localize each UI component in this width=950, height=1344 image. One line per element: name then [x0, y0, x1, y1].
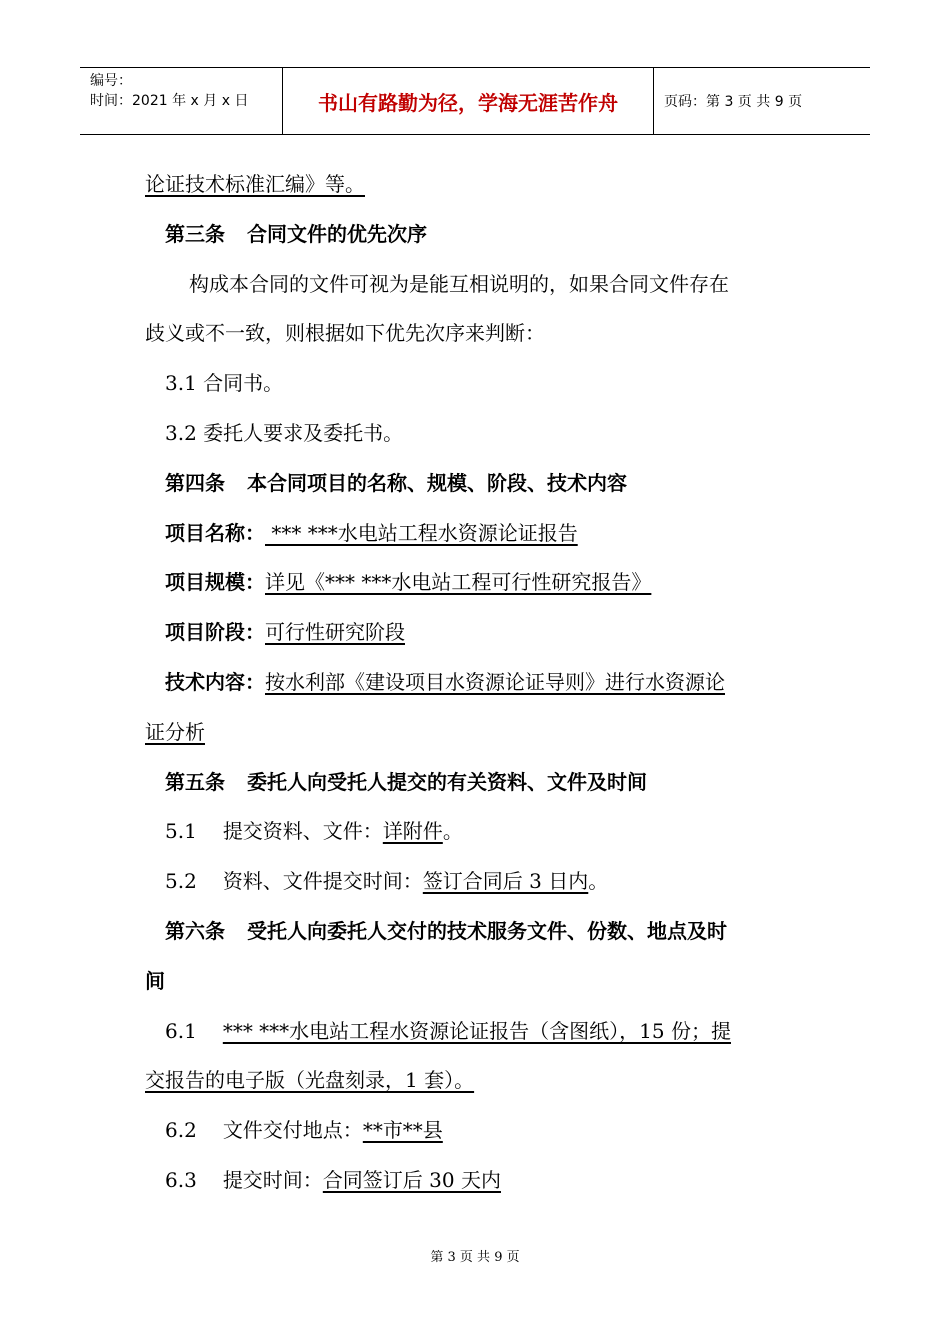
- field-label: 项目规模：: [165, 570, 265, 595]
- field-label: 项目阶段：: [165, 620, 265, 645]
- field-label: 项目名称：: [165, 520, 265, 545]
- item-number: 6.2: [165, 1118, 197, 1143]
- list-item: 3.1 合同书。: [165, 371, 284, 396]
- page-header: [80, 67, 870, 135]
- paragraph: 歧义或不一致，则根据如下优先次序来判断：: [145, 321, 545, 346]
- list-item: [145, 807, 810, 857]
- tech-content-row: [145, 658, 810, 708]
- field-value-continued: 证分析: [145, 719, 205, 744]
- article-4-heading: [145, 459, 810, 509]
- item-text: 资料、文件提交时间：: [222, 869, 423, 894]
- item-text: 提交资料、文件：: [222, 819, 383, 844]
- project-stage-row: [145, 608, 810, 658]
- article-title: 委托人向受托人提交的有关资料、文件及时间: [247, 769, 647, 794]
- article-number: 第六条: [165, 918, 225, 943]
- doc-date-label: 时间：2021 年 x 月 x 日: [90, 93, 249, 109]
- item-number: 5.2: [165, 869, 197, 894]
- field-value: 可行性研究阶段: [265, 620, 405, 645]
- item-value: 签订合同后 3 日内: [422, 869, 589, 894]
- project-scale-row: [145, 558, 810, 608]
- list-item: [145, 1156, 810, 1206]
- article-title-continued: 间: [145, 968, 165, 993]
- paragraph: 构成本合同的文件可视为是能互相说明的，如果合同文件存在: [189, 271, 729, 296]
- article-title: 受托人向委托人交付的技术服务文件、份数、地点及时: [247, 918, 727, 943]
- item-end: 。: [588, 869, 609, 894]
- item-text: 提交时间：: [222, 1167, 323, 1192]
- article-number: 第三条: [165, 221, 225, 246]
- item-number: 5.1: [165, 819, 197, 844]
- article-title: 合同文件的优先次序: [247, 221, 427, 246]
- field-label: 技术内容：: [165, 669, 265, 694]
- field-value: *** ***水电站工程水资源论证报告: [265, 520, 578, 545]
- article-title: 本合同项目的名称、规模、阶段、技术内容: [247, 470, 627, 495]
- header-meta: [80, 68, 282, 134]
- header-page-info: 页码：第 3 页 共 9 页: [664, 94, 803, 110]
- article-5-heading: [145, 758, 810, 808]
- item-value: **市**县: [362, 1118, 443, 1143]
- doc-number-label: 编号：: [90, 73, 132, 89]
- item-number: 6.1: [165, 1018, 197, 1043]
- field-value: 按水利部《建设项目水资源论证导则》进行水资源论: [265, 669, 725, 694]
- article-number: 第五条: [165, 769, 225, 794]
- list-item: [145, 857, 810, 907]
- article-3-heading: [145, 210, 810, 260]
- continued-text: 论证技术标准汇编》等。: [145, 172, 365, 196]
- article-number: 第四条: [165, 470, 225, 495]
- document-body: [145, 160, 810, 1206]
- item-value-continued: 交报告的电子版（光盘刻录，1 套）。: [145, 1068, 475, 1093]
- project-name-row: [145, 509, 810, 559]
- list-item: 3.2 委托人要求及委托书。: [165, 420, 404, 445]
- item-text: 文件交付地点：: [222, 1118, 363, 1143]
- field-value: 详见《*** ***水电站工程可行性研究报告》: [265, 570, 652, 595]
- list-item: [145, 1106, 810, 1156]
- item-number: 6.3: [165, 1167, 197, 1192]
- item-value: *** ***水电站工程水资源论证报告（含图纸），15 份；提: [222, 1018, 731, 1043]
- list-item: [145, 1007, 810, 1057]
- page-footer: 第 3 页 共 9 页: [430, 1250, 520, 1265]
- header-motto: 书山有路勤为径，学海无涯苦作舟: [282, 68, 654, 134]
- item-value: 详附件: [382, 819, 443, 844]
- item-end: 。: [442, 819, 463, 844]
- article-6-heading: [145, 907, 810, 957]
- item-value: 合同签订后 30 天内: [322, 1167, 501, 1192]
